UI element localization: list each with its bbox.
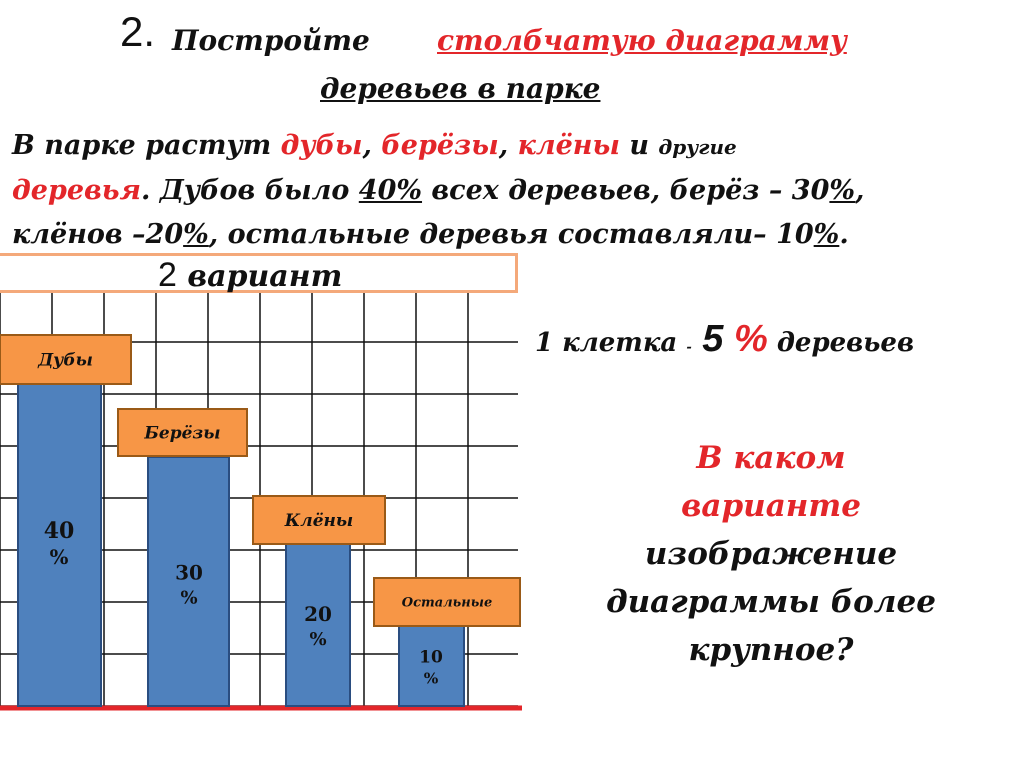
problem-line3 <box>12 213 1020 257</box>
question-line3: изображение <box>644 536 898 572</box>
problem-line2 <box>12 169 1020 213</box>
data-label-unit-1: % <box>49 545 69 569</box>
question-line2: варианте <box>681 488 861 524</box>
problem-part: и <box>619 130 659 161</box>
question-line4: диаграммы более <box>606 584 936 620</box>
problem-part: клёнов –20 <box>12 219 184 250</box>
problem-part: , остальные деревья составляли– 10 <box>208 219 814 250</box>
data-label-unit-2: % <box>180 587 198 609</box>
task-number: 2. <box>120 8 156 55</box>
heading-line2: деревьев в парке <box>320 72 601 105</box>
problem-part: всех деревьев, берёз – 30 <box>422 175 830 206</box>
heading-line1-plain: Постройте <box>172 24 370 57</box>
heading-line1-red: столбчатую диаграмму <box>437 24 847 57</box>
variant-text: вариант <box>176 259 343 294</box>
problem-part: . <box>839 219 849 250</box>
category-label-1: Дубы <box>38 350 93 371</box>
variant-label <box>158 256 342 295</box>
category-label-3: Клёны <box>284 510 354 531</box>
scale-rest: деревьев <box>767 328 915 358</box>
word-trees: деревья <box>12 175 142 206</box>
question-text <box>556 434 986 674</box>
problem-text <box>12 124 1020 257</box>
word-oaks: дубы <box>280 130 363 161</box>
problem-part: , <box>855 175 865 206</box>
problem-part: В парке растут <box>12 130 281 161</box>
category-label-4: Остальные <box>401 595 493 611</box>
slide-heading <box>0 0 1024 120</box>
oak-percent: 40% <box>358 175 423 206</box>
data-label-unit-4: % <box>423 669 439 688</box>
category-label-2: Берёзы <box>144 423 221 444</box>
scale-percent: % <box>733 318 768 360</box>
percent-sign: % <box>829 175 856 206</box>
question-line1: В каком <box>696 440 846 476</box>
question-line5: крупное? <box>688 632 854 668</box>
variant-number: 2 <box>158 256 177 294</box>
data-label-unit-3: % <box>309 629 327 650</box>
problem-line1 <box>12 124 1020 169</box>
scale-dash: - <box>686 340 692 355</box>
problem-part: , <box>362 130 382 161</box>
scale-one: 1 клетка <box>535 328 687 358</box>
data-label-value-4: 10 <box>419 647 443 668</box>
scale-note <box>535 318 914 361</box>
percent-sign: % <box>813 219 840 250</box>
problem-part: , <box>498 130 518 161</box>
problem-part: . Дубов было <box>141 175 359 206</box>
word-birches: берёзы <box>381 130 499 161</box>
percent-sign: % <box>183 219 209 250</box>
data-label-value-1: 40 <box>43 518 75 544</box>
data-label-value-2: 30 <box>175 560 203 585</box>
word-maples: клёны <box>517 130 620 161</box>
bar-chart <box>0 293 530 718</box>
scale-five: 5 <box>691 318 734 360</box>
data-label-value-3: 20 <box>304 602 332 626</box>
word-others: другие <box>658 135 737 159</box>
